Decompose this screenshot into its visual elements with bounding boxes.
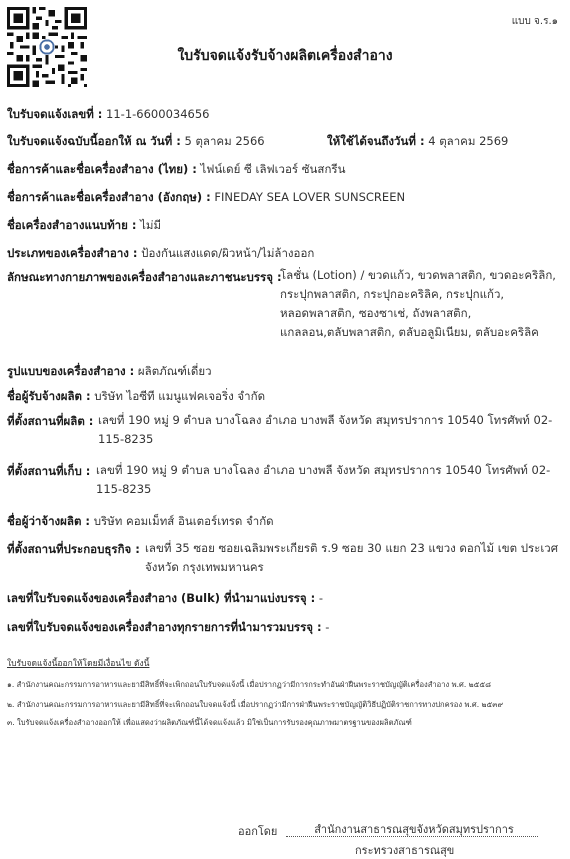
product-format-value: ผลิตภัณฑ์เดี่ยว [137, 364, 212, 378]
production-site-label: ที่ตั้งสถานที่ผลิต : [7, 414, 94, 428]
issuer-label: ออกโดย [238, 825, 278, 838]
employer-label: ชื่อผู้ว่าจ้างผลิต : [7, 514, 91, 528]
conditions-heading: ใบรับจดแจ้งนี้ออกให้โดยมีเงื่อนไข ดังนี้ [7, 659, 150, 669]
combined-no-row [7, 619, 329, 635]
physical-form-line: โลชั่น (Lotion) / ขวดแก้ว, ขวดพลาสติก, ขวดอะคริลิก, [280, 268, 556, 282]
cosmetic-type-label: ประเภทของเครื่องสำอาง : [7, 246, 138, 260]
notification-no-value: 11-1-6600034656 [106, 107, 210, 121]
address-line: เลขที่ 190 หมู่ 9 ตำบล บางโฉลง อำเภอ บางพลี จังหวัด สมุทรปราการ 10540 โทรศัพท์ 02- [96, 463, 551, 477]
production-site-value [98, 411, 552, 449]
condition-item: ๒. สำนักงานคณะกรรมการอาหารและยามีสิทธิ์ที่จะเพิกถอนใบจดแจ้งนี้ เมื่อปรากฏว่ามีการฝ่าฝืนพระราชบัญญัติวิธีปฏิบัติราชการทางปกครอง พ.ศ. ๒๕๓๙ [7, 700, 504, 709]
trade-name-en-row [7, 189, 405, 205]
address-line: 115-8235 [96, 482, 152, 496]
contractor-row [7, 388, 265, 404]
contractor-label: ชื่อผู้รับจ้างผลิต : [7, 389, 91, 403]
address-line: 115-8235 [98, 432, 154, 446]
contractor-value: บริษัท ไอซีที แมนูแฟคเจอริ่ง จำกัด [94, 389, 266, 403]
combined-no-label: เลขที่ใบรับจดแจ้งของเครื่องสำอางทุกรายการที่นำมารวมบรรจุ : [7, 620, 322, 634]
employer-value: บริษัท คอมเม็ทส์ อินเตอร์เทรด จำกัด [93, 514, 274, 528]
physical-form-line: กระปุกพลาสติก, กระปุกอะคริลิค, กระปุกแก้ว, [280, 287, 505, 301]
trade-name-th-row [7, 161, 345, 177]
product-format-row [7, 363, 212, 379]
physical-form-value [280, 266, 556, 342]
storage-site-value [96, 461, 550, 499]
issue-date-label: ใบรับจดแจ้งฉบับนี้ออกให้ ณ วันที่ : [7, 134, 181, 148]
address-line: จังหวัด กรุงเทพมหานคร [145, 560, 264, 574]
trade-name-en-value: FINEDAY SEA LOVER SUNSCREEN [214, 190, 406, 204]
condition-item: ๓. ใบรับจดแจ้งเครื่องสำอางออกให้ เพื่อแสดงว่าผลิตภัณฑ์นี้ได้จดแจ้งแล้ว มิใช่เป็นการรับรองคุณภาพมาตรฐานของผลิตภัณฑ์ [7, 718, 412, 727]
notification-no-label: ใบรับจดแจ้งเลขที่ : [7, 107, 103, 121]
appended-name-row [7, 217, 161, 233]
address-line: เลขที่ 35 ซอย ซอยเฉลิมพระเกียรติ ร.9 ซอย 30 แยก 23 แขวง ดอกไม้ เขต ประเวศ [145, 541, 559, 555]
expiry-date-label: ให้ใช้ได้จนถึงวันที่ : [327, 134, 425, 148]
cosmetic-type-row [7, 245, 314, 261]
issue-date-row [7, 133, 265, 149]
trade-name-th-value: ไฟน์เดย์ ซี เลิฟเวอร์ ซันสกรีน [200, 162, 346, 176]
issuer-office: สำนักงานสาธารณสุขจังหวัดสมุทรปราการ [314, 823, 514, 836]
issue-date-value: 5 ตุลาคม 2566 [184, 134, 265, 148]
trade-name-en-label: ชื่อการค้าและชื่อเครื่องสำอาง (อังกฤษ) : [7, 190, 211, 204]
physical-form-line: แกลลอน,ตลับพลาสติก, ตลับอลูมิเนียม, ตลับอะคริลิค [280, 325, 539, 339]
bulk-no-value: - [318, 591, 324, 605]
document-title: ใบรับจดแจ้งรับจ้างผลิตเครื่องสำอาง [177, 48, 393, 64]
physical-form-line: หลอดพลาสติก, ซองซาเช่, ถังพลาสติก, [280, 306, 472, 320]
product-format-label: รูปแบบของเครื่องสำอาง : [7, 364, 135, 378]
combined-no-value: - [325, 620, 330, 634]
form-code: แบบ จ.ร.๑ [511, 16, 558, 27]
physical-form-label: ลักษณะทางกายภาพของเครื่องสำอางและภาชนะบรรจุ : [7, 270, 282, 284]
bulk-no-label: เลขที่ใบรับจดแจ้งของเครื่องสำอาง (Bulk) ที่นำมาแบ่งบรรจุ : [7, 591, 316, 605]
appended-name-value: ไม่มี [140, 218, 162, 232]
expiry-date-value: 4 ตุลาคม 2569 [428, 134, 509, 148]
employer-row [7, 513, 274, 529]
business-site-value [145, 539, 558, 577]
trade-name-th-label: ชื่อการค้าและชื่อเครื่องสำอาง (ไทย) : [7, 162, 197, 176]
cosmetic-type-value: ป้องกันแสงแดด/ผิวหน้า/ไม่ล้างออก [141, 246, 315, 260]
appended-name-label: ชื่อเครื่องสำอางแนบท้าย : [7, 218, 137, 232]
signature-line [286, 836, 538, 837]
expiry-date-row [327, 133, 508, 149]
address-line: เลขที่ 190 หมู่ 9 ตำบล บางโฉลง อำเภอ บางพลี จังหวัด สมุทรปราการ 10540 โทรศัพท์ 02- [98, 413, 553, 427]
storage-site-label: ที่ตั้งสถานที่เก็บ : [7, 464, 91, 478]
issuer-ministry: กระทรวงสาธารณสุข [355, 844, 455, 857]
bulk-no-row [7, 590, 323, 606]
business-site-label: ที่ตั้งสถานที่ประกอบธุรกิจ : [7, 542, 140, 556]
notification-no-row [7, 106, 209, 122]
condition-item: ๑. สำนักงานคณะกรรมการอาหารและยามีสิทธิ์ที่จะเพิกถอนใบรับจดแจ้งนี้ เมื่อปรากฏว่ามีการกระทำอันฝ่าฝืนพระราชบัญญัติเครื่องสำอาง พ.ศ. ๒๕๕๘ [7, 680, 492, 689]
